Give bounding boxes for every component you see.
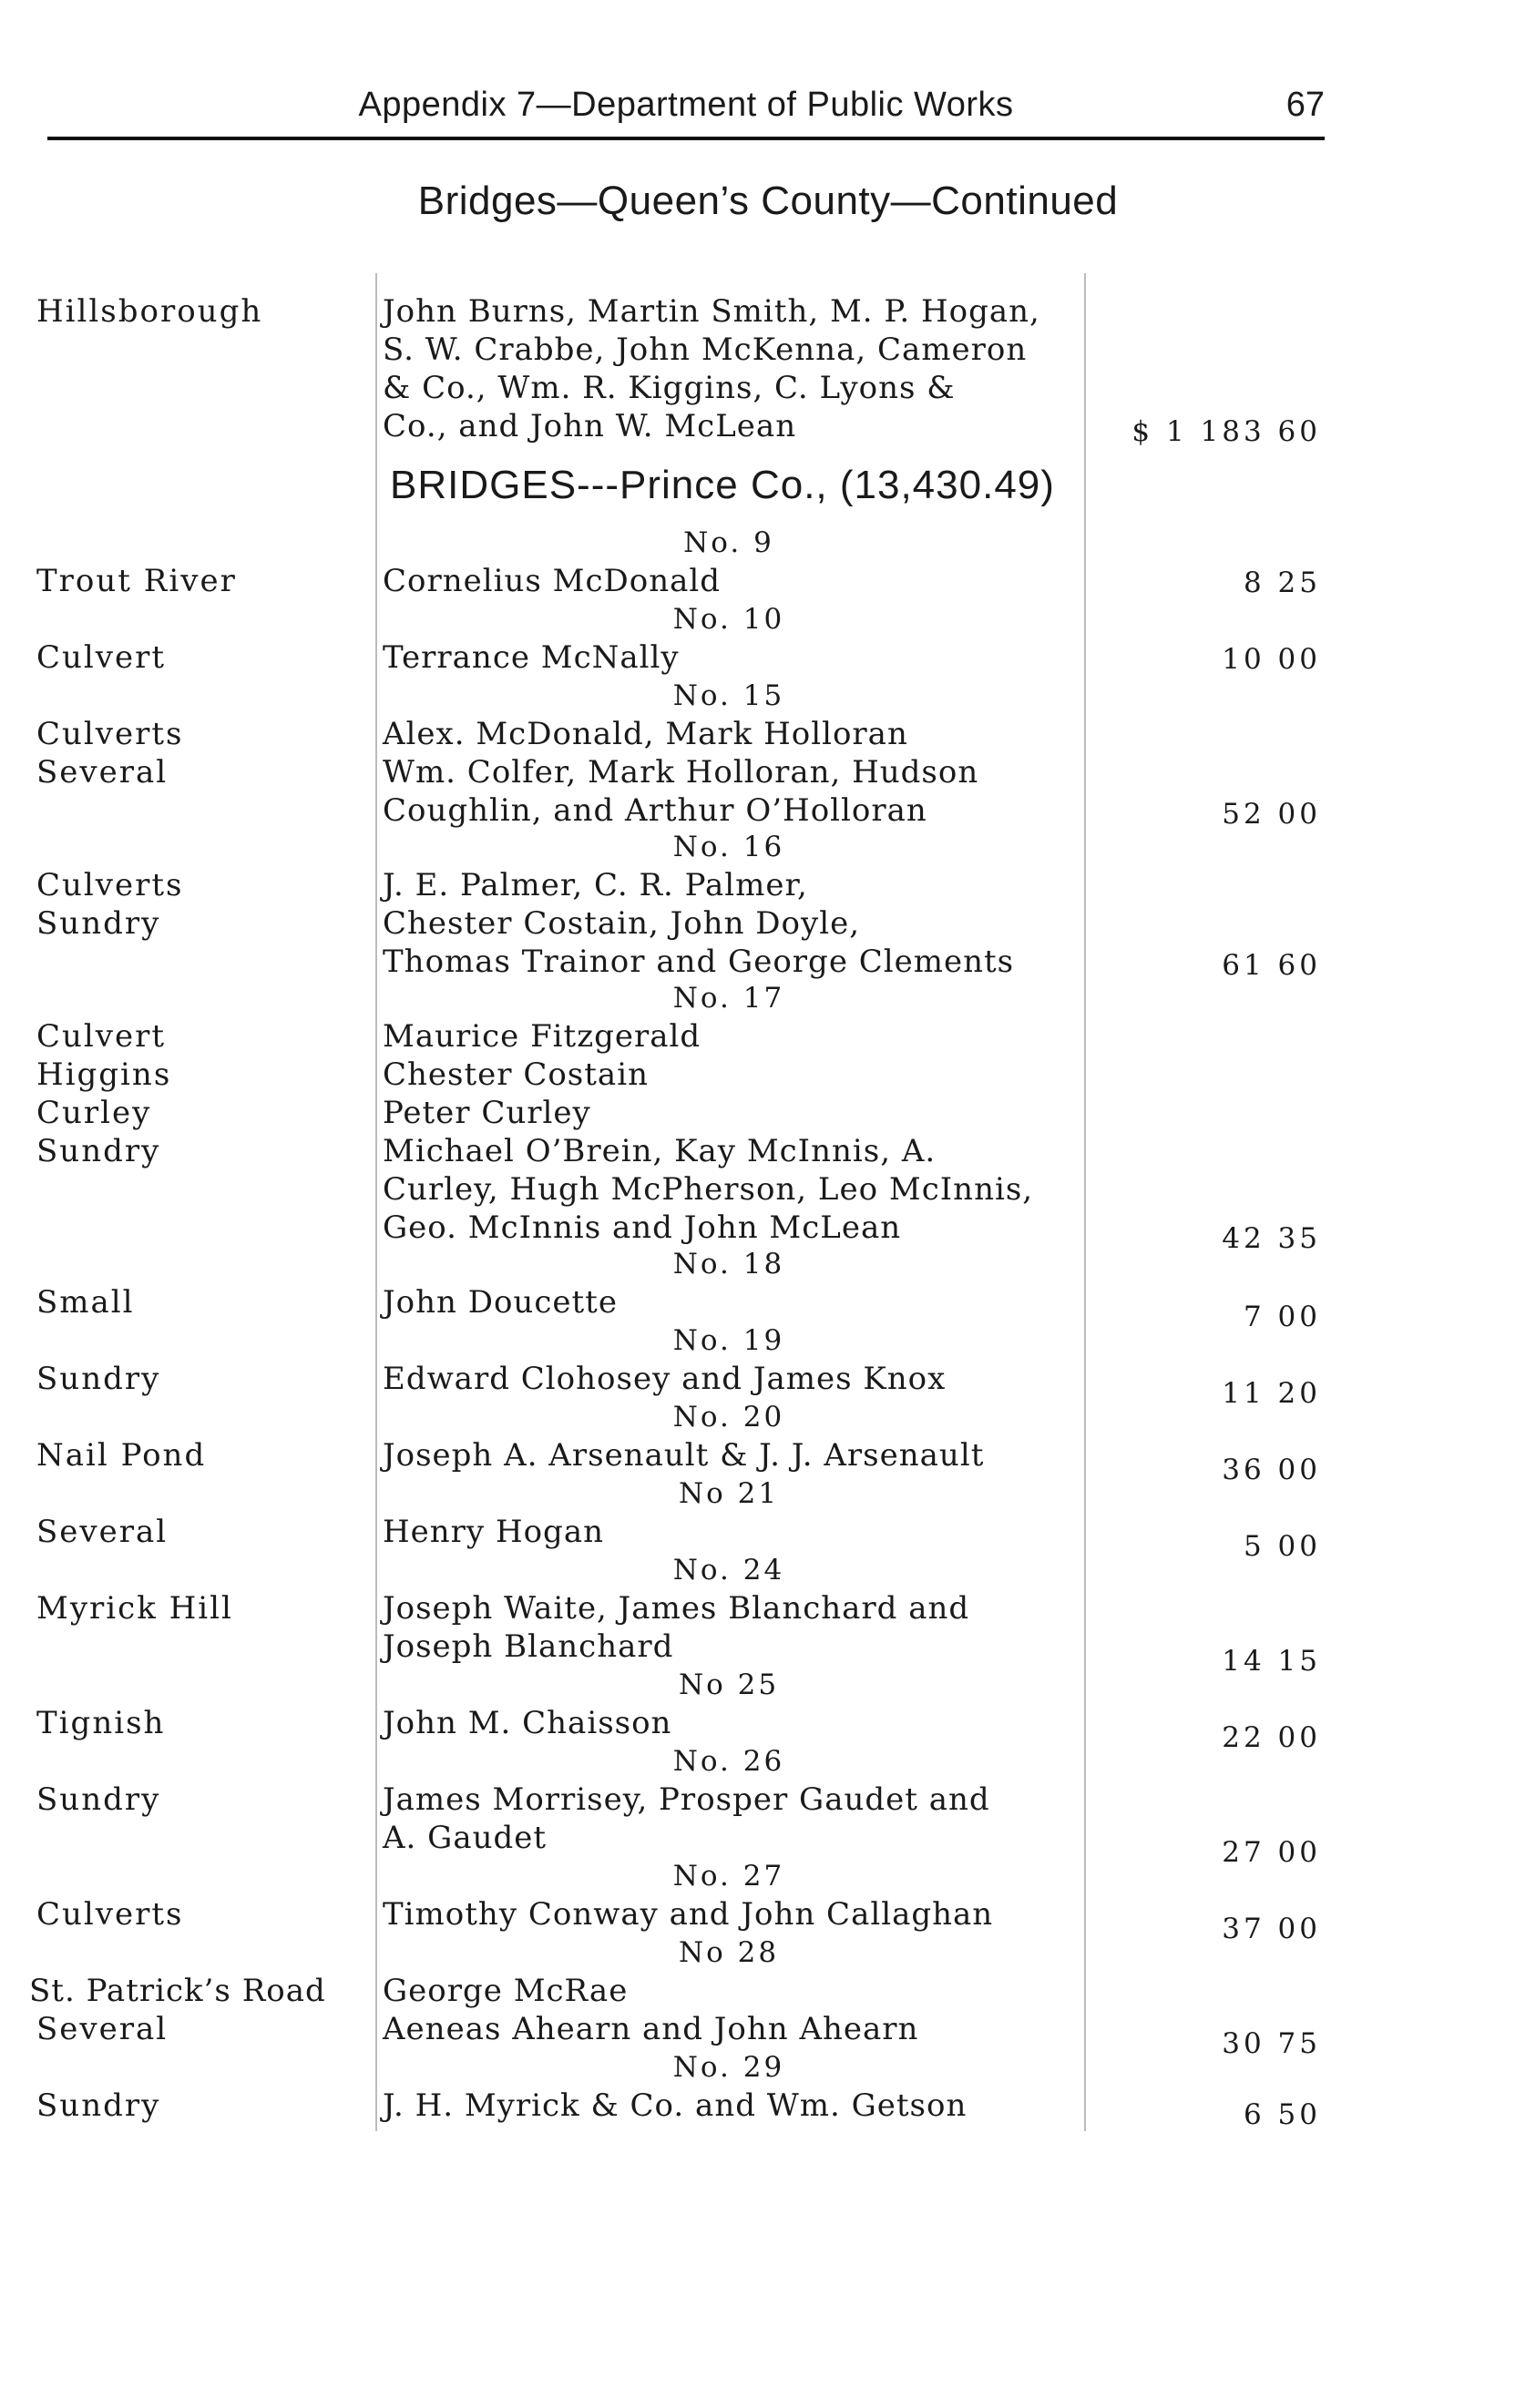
- entry-location: St. Patrick’s Road: [29, 1973, 326, 2009]
- list-item: [0, 1820, 1536, 1869]
- number-heading: [0, 1668, 1536, 1709]
- list-item: [0, 754, 1536, 794]
- list-item: [0, 1437, 1536, 1486]
- number-heading: [0, 603, 1536, 643]
- entry-location: Culvert: [36, 1018, 167, 1055]
- number-heading: [0, 1477, 1536, 1517]
- entry-location: Trout River: [36, 563, 237, 599]
- page-header: [47, 84, 1325, 140]
- list-item: [0, 716, 1536, 756]
- list-item: [0, 1590, 1536, 1630]
- entry-text: Co., and John W. McLean: [383, 408, 797, 444]
- number-heading: [0, 1860, 1536, 1900]
- entry-text: Joseph A. Arsenault & J. J. Arsenault: [383, 1437, 985, 1474]
- entry-location: Curley: [36, 1095, 152, 1131]
- section-subtitle: Bridges—Queen’s County—Continued: [417, 179, 1119, 223]
- entry-location: Tignish: [36, 1705, 166, 1741]
- entry-amount: 22 00: [1222, 1721, 1321, 1754]
- page-number: 67: [1285, 86, 1325, 124]
- entry-text: J. E. Palmer, C. R. Palmer,: [383, 867, 808, 903]
- list-item: [0, 1361, 1536, 1410]
- number-heading: [0, 1248, 1536, 1288]
- entry-text: Thomas Trainor and George Clements: [383, 944, 1015, 980]
- entry-text: Timothy Conway and John Callaghan: [383, 1896, 994, 1933]
- number-label: No. 20: [672, 1401, 785, 1434]
- entry-text: James Morrisey, Prosper Gaudet and: [383, 1781, 990, 1818]
- entry-location: Several: [36, 2011, 169, 2047]
- number-label: No 25: [678, 1668, 780, 1701]
- number-label: No. 24: [672, 1554, 785, 1587]
- entry-text: Joseph Waite, James Blanchard and: [383, 1590, 970, 1627]
- list-item: [0, 2011, 1536, 2060]
- number-heading: [0, 1324, 1536, 1364]
- number-heading: [0, 526, 1536, 566]
- number-heading: [0, 1554, 1536, 1594]
- entry-text: Alex. McDonald, Mark Holloran: [383, 716, 908, 752]
- number-label: No. 15: [672, 679, 785, 712]
- entry-text: Joseph Blanchard: [383, 1628, 674, 1665]
- entry-amount: 52 00: [1222, 798, 1321, 831]
- number-label: No. 18: [672, 1248, 785, 1281]
- entry-text: John M. Chaisson: [383, 1705, 672, 1741]
- number-label: No. 27: [672, 1860, 785, 1893]
- number-label: No. 17: [672, 982, 785, 1015]
- list-item: [0, 1018, 1536, 1058]
- list-item: [0, 1705, 1536, 1754]
- number-heading: [0, 1401, 1536, 1441]
- list-item: [0, 1095, 1536, 1135]
- number-label: No. 9: [683, 526, 774, 559]
- entry-text: Peter Curley: [383, 1095, 591, 1131]
- entry-location: Culverts: [36, 1896, 184, 1933]
- list-item: [0, 1133, 1536, 1173]
- entry-text: Cornelius McDonald: [383, 563, 722, 599]
- entry-text: John Burns, Martin Smith, M. P. Hogan,: [383, 293, 1040, 330]
- list-item: [0, 1209, 1536, 1255]
- entry-amount: 7 00: [1243, 1301, 1321, 1333]
- entry-amount: 37 00: [1222, 1913, 1321, 1945]
- prince-county-heading: [0, 463, 1536, 517]
- number-heading: [0, 982, 1536, 1022]
- list-item: [0, 370, 1536, 410]
- entry-text: S. W. Crabbe, John McKenna, Cameron: [383, 332, 1028, 368]
- entry-location: Higgins: [36, 1056, 172, 1093]
- entry-text: Curley, Hugh McPherson, Leo McInnis,: [383, 1171, 1034, 1208]
- entry-text: Edward Clohosey and James Knox: [383, 1361, 947, 1397]
- list-item: [0, 1781, 1536, 1821]
- entry-location: Sundry: [36, 2087, 161, 2124]
- list-item: [0, 905, 1536, 945]
- number-heading: [0, 1745, 1536, 1785]
- header-title: Appendix 7—Department of Public Works: [358, 86, 1014, 124]
- list-item: [0, 408, 1536, 448]
- list-item: [0, 1896, 1536, 1945]
- number-label: No 28: [678, 1936, 780, 1969]
- entry-location: Sundry: [36, 1781, 161, 1818]
- entry-text: Maurice Fitzgerald: [383, 1018, 701, 1055]
- entry-location: Several: [36, 754, 169, 791]
- entry-location: Culverts: [36, 867, 184, 903]
- entry-text: Michael O’Brein, Kay McInnis, A.: [383, 1133, 937, 1169]
- entry-amount: 10 00: [1222, 643, 1321, 676]
- entry-text: Aeneas Ahearn and John Ahearn: [383, 2011, 919, 2047]
- entry-location: Several: [36, 1514, 169, 1550]
- list-item: [0, 293, 1536, 333]
- entry-location: Sundry: [36, 1361, 161, 1397]
- entry-amount: 6 50: [1243, 2098, 1321, 2131]
- entry-location: Small: [36, 1284, 135, 1321]
- entry-text: A. Gaudet: [383, 1820, 548, 1856]
- list-item: [0, 332, 1536, 372]
- number-label: No. 16: [672, 831, 785, 863]
- entry-text: Geo. McInnis and John McLean: [383, 1209, 902, 1246]
- list-item: [0, 1056, 1536, 1097]
- entry-location: Nail Pond: [36, 1437, 207, 1474]
- number-heading: [0, 1936, 1536, 1976]
- entry-amount: 42 35: [1222, 1222, 1321, 1255]
- number-heading: [0, 2051, 1536, 2091]
- entry-text: John Doucette: [383, 1284, 618, 1321]
- list-item: [0, 1171, 1536, 1211]
- entry-amount: 36 00: [1222, 1454, 1321, 1486]
- list-item: [0, 867, 1536, 907]
- entry-amount: 8 25: [1243, 566, 1321, 599]
- number-heading: [0, 679, 1536, 719]
- list-item: [0, 1973, 1536, 2013]
- list-item: [0, 563, 1536, 603]
- prince-heading-text: BRIDGES---Prince Co., (13,430.49): [390, 463, 1055, 507]
- entry-amount: 11 20: [1222, 1377, 1321, 1410]
- number-label: No. 19: [672, 1324, 785, 1357]
- list-item: [0, 639, 1536, 679]
- entry-text: Wm. Colfer, Mark Holloran, Hudson: [383, 754, 979, 791]
- entry-amount: 61 60: [1222, 949, 1321, 982]
- number-label: No 21: [678, 1477, 780, 1510]
- entry-amount: $ 1 183 60: [1132, 415, 1321, 448]
- entry-text: & Co., Wm. R. Kiggins, C. Lyons &: [383, 370, 956, 406]
- list-item: [0, 1514, 1536, 1563]
- entry-amount: 30 75: [1222, 2027, 1321, 2060]
- entry-text: George McRae: [383, 1973, 629, 2009]
- entry-text: Chester Costain: [383, 1056, 649, 1093]
- entry-location: Sundry: [36, 905, 161, 942]
- entry-amount: 14 15: [1222, 1645, 1321, 1678]
- number-heading: [0, 831, 1536, 871]
- entry-location: Hillsborough: [36, 293, 263, 330]
- entry-location: Myrick Hill: [36, 1590, 233, 1627]
- entry-text: J. H. Myrick & Co. and Wm. Getson: [383, 2087, 968, 2124]
- entry-location: Culvert: [36, 639, 167, 676]
- list-item: [0, 944, 1536, 984]
- list-item: [0, 792, 1536, 832]
- entry-text: Henry Hogan: [383, 1514, 604, 1550]
- list-item: [0, 1284, 1536, 1333]
- entry-text: Chester Costain, John Doyle,: [383, 905, 861, 942]
- entry-location: Culverts: [36, 716, 184, 752]
- number-label: No. 26: [672, 1745, 785, 1778]
- list-item: [0, 1628, 1536, 1678]
- number-label: No. 10: [672, 603, 785, 636]
- entry-location: Sundry: [36, 1133, 161, 1169]
- entry-text: Coughlin, and Arthur O’Holloran: [383, 792, 927, 829]
- list-item: [0, 2087, 1536, 2131]
- number-label: No. 29: [672, 2051, 785, 2084]
- entry-text: Terrance McNally: [383, 639, 680, 676]
- entry-amount: 5 00: [1243, 1530, 1321, 1563]
- entry-amount: 27 00: [1222, 1836, 1321, 1869]
